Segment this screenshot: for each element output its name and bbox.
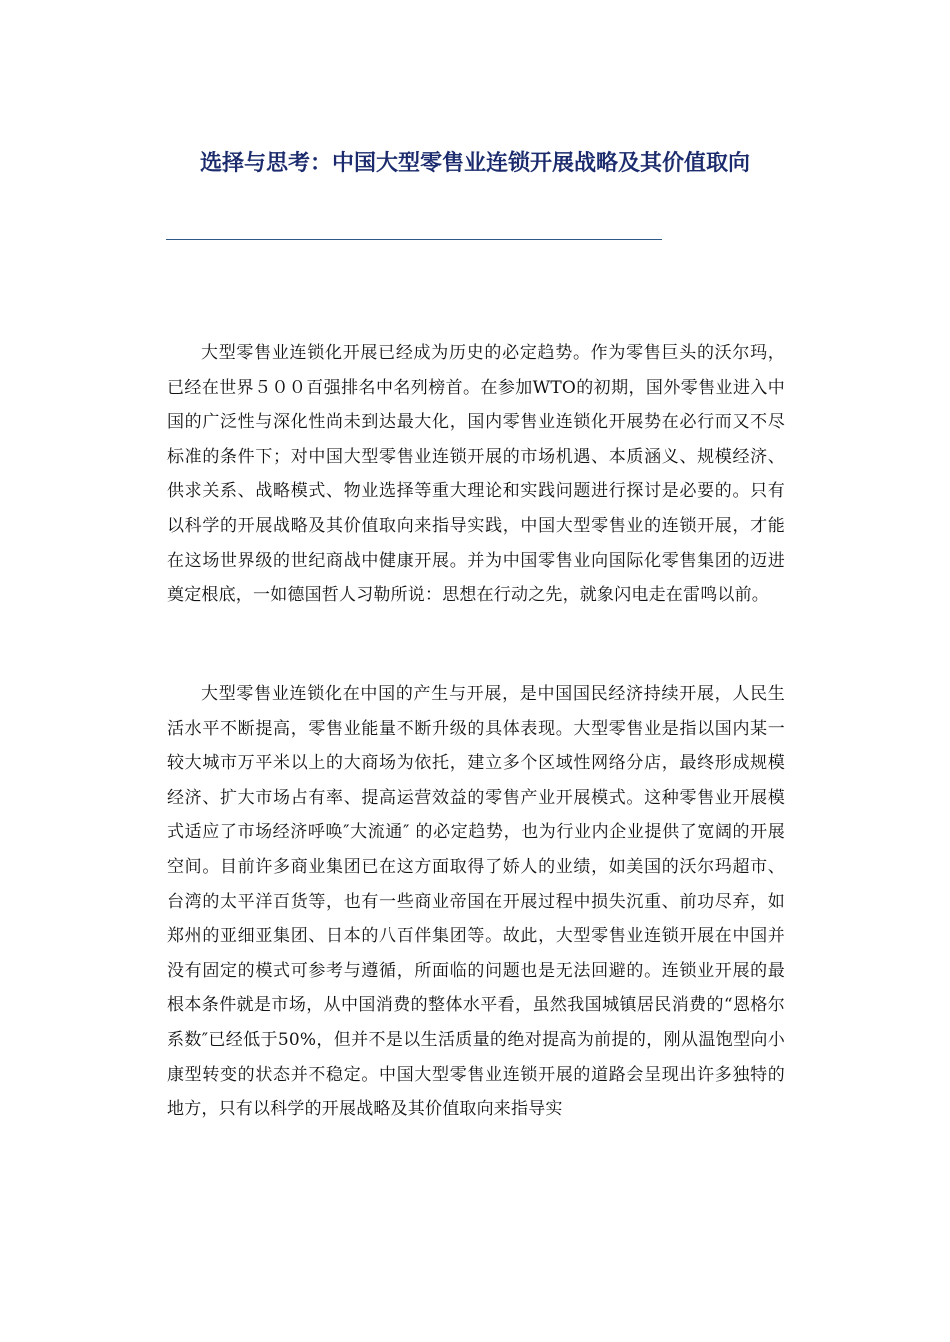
- body-paragraph: 大型零售业连锁化在中国的产生与开展，是中国国民经济持续开展，人民生活水平不断提高，零售业能量不断升级的具体表现。大型零售业是指以国内某一较大城市万平米以上的大商场为依托，建立多个区域性网络分店，最终形成规模经济、扩大市场占有率、提高运营效益的零售产业开展模式。这种零售业开展模式适应了市场经济呼唤″大流通″ 的必定趋势，也为行业内企业提供了宽阔的开展空间。目前许多商业集团已在这方面取得了娇人的业绩，如美国的沃尔玛超市、台湾的太平洋百货等，也有一些商业帝国在开展过程中损失沉重、前功尽弃，如郑州的亚细亚集团、日本的八百伴集团等。故此，大型零售业连锁开展在中国并没有固定的模式可参考与遵循，所面临的问题也是无法回避的。连锁业开展的最根本条件就是市场，从中国消费的整体水平看，虽然我国城镇居民消费的“恩格尔系数″已经低于50%，但并不是以生活质量的绝对提高为前提的，刚从温饱型向小康型转变的状态并不稳定。中国大型零售业连锁开展的道路会呈现出许多独特的地方，只有以科学的开展战略及其价值取向来指导实: [167, 684, 785, 1120]
- body-paragraph: 大型零售业连锁化开展已经成为历史的必定趋势。作为零售巨头的沃尔玛，已经在世界５００百强排名中名列榜首。在参加WTO的初期，国外零售业进入中国的广泛性与深化性尚未到达最大化，国内零售业连锁化开展势在必行而又不尽标准的条件下；对中国大型零售业连锁开展的市场机遇、本质涵义、规模经济、供求关系、战略模式、物业选择等重大理论和实践问题进行探讨是必要的。只有以科学的开展战略及其价值取向来指导实践，中国大型零售业的连锁开展，才能在这场世界级的世纪商战中健康开展。并为中国零售业向国际化零售集团的迈进奠定根底，一如德国哲人习勒所说：思想在行动之先，就象闪电走在雷鸣以前。: [167, 343, 785, 606]
- title-underline: [166, 239, 662, 240]
- document-title: 选择与思考：中国大型零售业连锁开展战略及其价值取向: [199, 151, 750, 176]
